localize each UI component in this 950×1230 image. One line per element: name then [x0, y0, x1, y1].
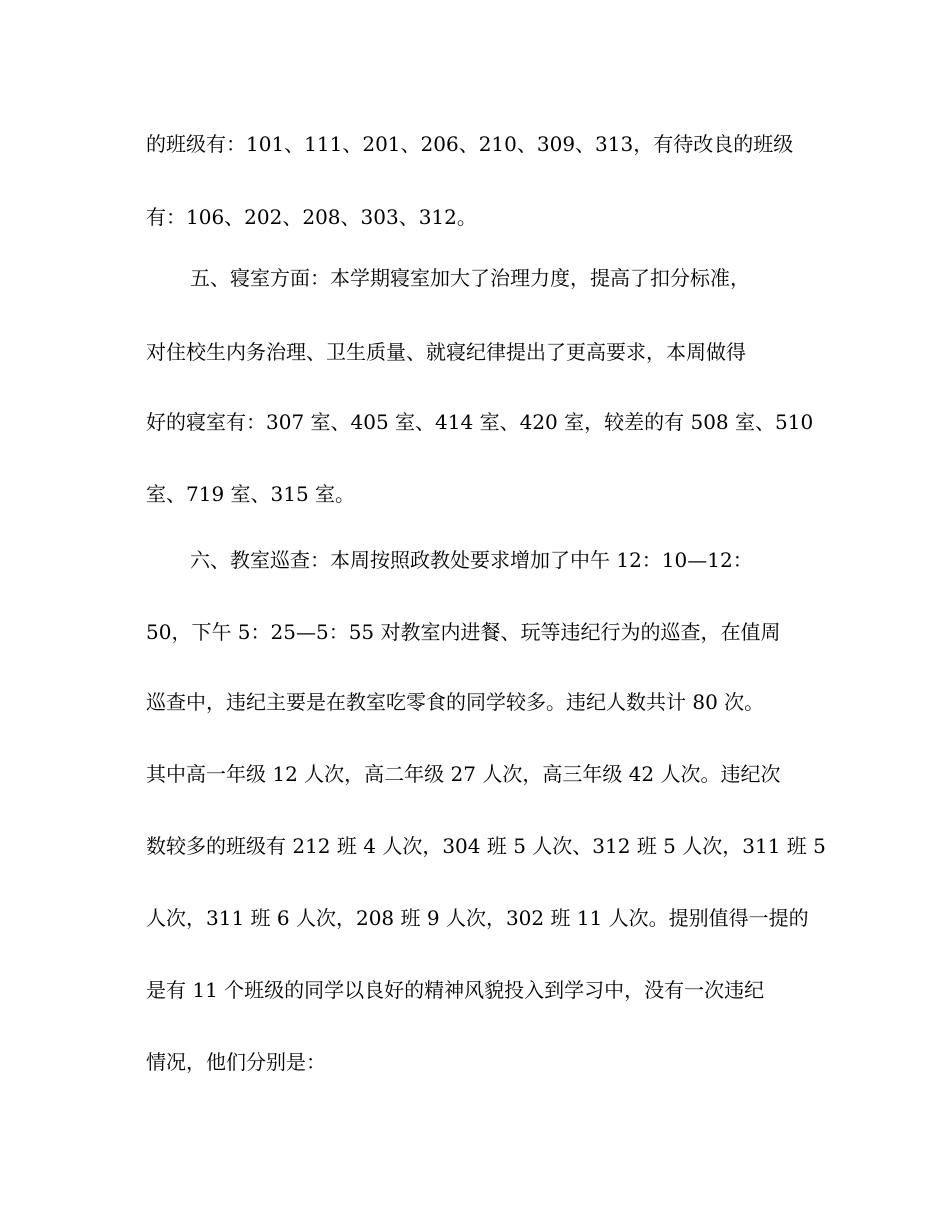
text-line: 数较多的班级有 212 班 4 人次，304 班 5 人次、312 班 5 人次，311 班 5 [146, 834, 826, 858]
text-line: 是有 11 个班级的同学以良好的精神风貌投入到学习中，没有一次违纪 [146, 978, 765, 1002]
text-line: 巡查中，违纪主要是在教室吃零食的同学较多。违纪人数共计 80 次。 [146, 690, 765, 714]
text-line: 50，下午 5：25—5：55 对教室内进餐、玩等违纪行为的巡查，在值周 [146, 620, 781, 644]
text-line: 人次，311 班 6 人次，208 班 9 人次，302 班 11 人次。提别值得一提的 [146, 906, 809, 930]
text-line: 六、教室巡查：本周按照政教处要求增加了中午 12：10—12： [190, 548, 753, 572]
text-line: 有：106、202、208、303、312。 [146, 205, 477, 229]
text-line: 五、寝室方面：本学期寝室加大了治理力度，提高了扣分标准， [190, 266, 750, 290]
text-line: 对住校生内务治理、卫生质量、就寝纪律提出了更高要求，本周做得 [146, 340, 746, 364]
text-line: 室、719 室、315 室。 [146, 482, 356, 506]
text-line: 情况，他们分别是： [146, 1050, 326, 1074]
text-line: 其中高一年级 12 人次，高二年级 27 人次，高三年级 42 人次。违纪次 [146, 762, 781, 786]
text-line: 好的寝室有：307 室、405 室、414 室、420 室，较差的有 508 室、510 [146, 410, 814, 434]
text-line: 的班级有：101、111、201、206、210、309、313，有待改良的班级 [146, 132, 794, 156]
